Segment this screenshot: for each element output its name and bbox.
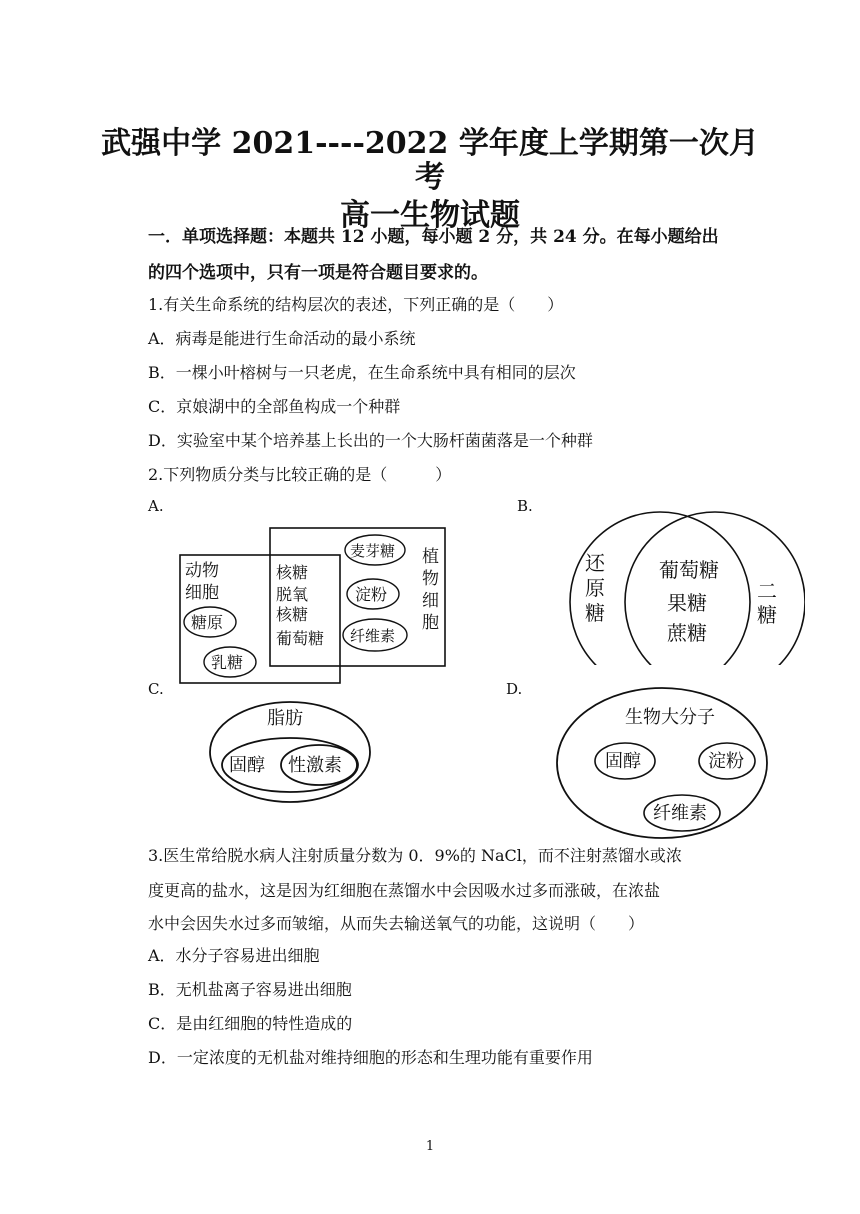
q1-option-d: D．实验室中某个培养基上长出的一个大肠杆菌菌落是一个种群 [148, 431, 593, 450]
plant-item-2: 淀粉 [355, 585, 388, 604]
page-title-line2: 考 [415, 160, 445, 195]
disaccharide-circle [625, 512, 805, 670]
q3-option-c: C．是由红细胞的特性造成的 [148, 1014, 353, 1033]
figure-b-diagram [555, 510, 805, 670]
d-item-1: 固醇 [605, 751, 641, 772]
shared-item-4: 葡萄糖 [276, 629, 325, 648]
q3-stem-line3: 水中会因失水过多而皱缩，从而失去输送氧气的功能，这说明（ ） [148, 914, 645, 933]
q2-label-b: B. [517, 497, 533, 515]
section-heading-line2: 的四个选项中，只有一项是符合题目要求的。 [148, 263, 488, 283]
q2-label-d: D. [506, 680, 523, 698]
left-label-3: 糖 [585, 601, 605, 625]
page-number: 1 [425, 1139, 435, 1154]
page-subtitle: 高一生物试题 [340, 198, 520, 233]
q1-option-b: B．一棵小叶榕树与一只老虎，在生命系统中具有相同的层次 [148, 363, 576, 382]
plant-label-2: 物 [422, 569, 439, 589]
plant-item-1: 麦芽糖 [350, 542, 396, 560]
animal-item-2: 乳糖 [211, 653, 244, 672]
fat-label: 脂肪 [267, 708, 303, 729]
d-item-3: 纤维素 [653, 803, 707, 824]
biomacromolecule-label: 生物大分子 [625, 707, 715, 728]
q3-option-a: A．水分子容易进出细胞 [148, 946, 320, 965]
figure-b-crop [555, 665, 805, 670]
figure-d-diagram [555, 685, 775, 845]
overlap-item-1: 葡萄糖 [659, 558, 719, 582]
q2-label-c: C. [148, 680, 164, 698]
q3-option-d: D．一定浓度的无机盐对维持细胞的形态和生理功能有重要作用 [148, 1048, 593, 1067]
sex-hormone-label: 性激素 [288, 755, 342, 776]
q1-option-a: A．病毒是能进行生命活动的最小系统 [148, 329, 416, 348]
q3-stem-line2: 度更高的盐水，这是因为红细胞在蒸馏水中会因吸水过多而涨破，在浓盐 [148, 881, 661, 900]
left-label-2: 原 [585, 576, 605, 600]
q3-stem-line1: 3.医生常给脱水病人注射质量分数为 0．9%的 NaCl，而不注射蒸馏水或浓 [148, 846, 682, 865]
figure-a-diagram [170, 520, 460, 690]
figure-c-diagram [205, 698, 380, 808]
shared-item-1: 核糖 [276, 563, 309, 582]
right-label-2: 糖 [757, 603, 777, 627]
plant-label-4: 胞 [422, 613, 439, 633]
left-label-1: 还 [585, 551, 605, 575]
q1-stem: 1.有关生命系统的结构层次的表述，下列正确的是（ ） [148, 295, 564, 314]
plant-label-1: 植 [422, 547, 439, 567]
page-title-line1: 武强中学 2021----2022 学年度上学期第一次月 [101, 126, 759, 161]
plant-item-3: 纤维素 [350, 627, 396, 645]
sterol-label: 固醇 [229, 755, 265, 776]
q1-option-c: C．京娘湖中的全部鱼构成一个种群 [148, 397, 401, 416]
shared-item-3: 核糖 [276, 605, 309, 624]
d-item-2: 淀粉 [708, 751, 744, 772]
section-heading-line1: 一．单项选择题：本题共 12 小题，每小题 2 分，共 24 分。在每小题给出 [148, 227, 719, 247]
q3-option-b: B．无机盐离子容易进出细胞 [148, 980, 352, 999]
animal-label-2: 细胞 [185, 583, 219, 603]
shared-item-2: 脱氧 [276, 585, 309, 604]
animal-label-1: 动物 [185, 561, 219, 581]
q2-label-a: A. [148, 497, 164, 515]
animal-item-1: 糖原 [191, 613, 224, 632]
plant-label-3: 细 [422, 591, 439, 611]
q2-stem: 2.下列物质分类与比较正确的是（ ） [148, 465, 452, 484]
overlap-item-3: 蔗糖 [667, 621, 707, 645]
overlap-item-2: 果糖 [667, 591, 707, 615]
right-label-1: 二 [757, 579, 777, 603]
